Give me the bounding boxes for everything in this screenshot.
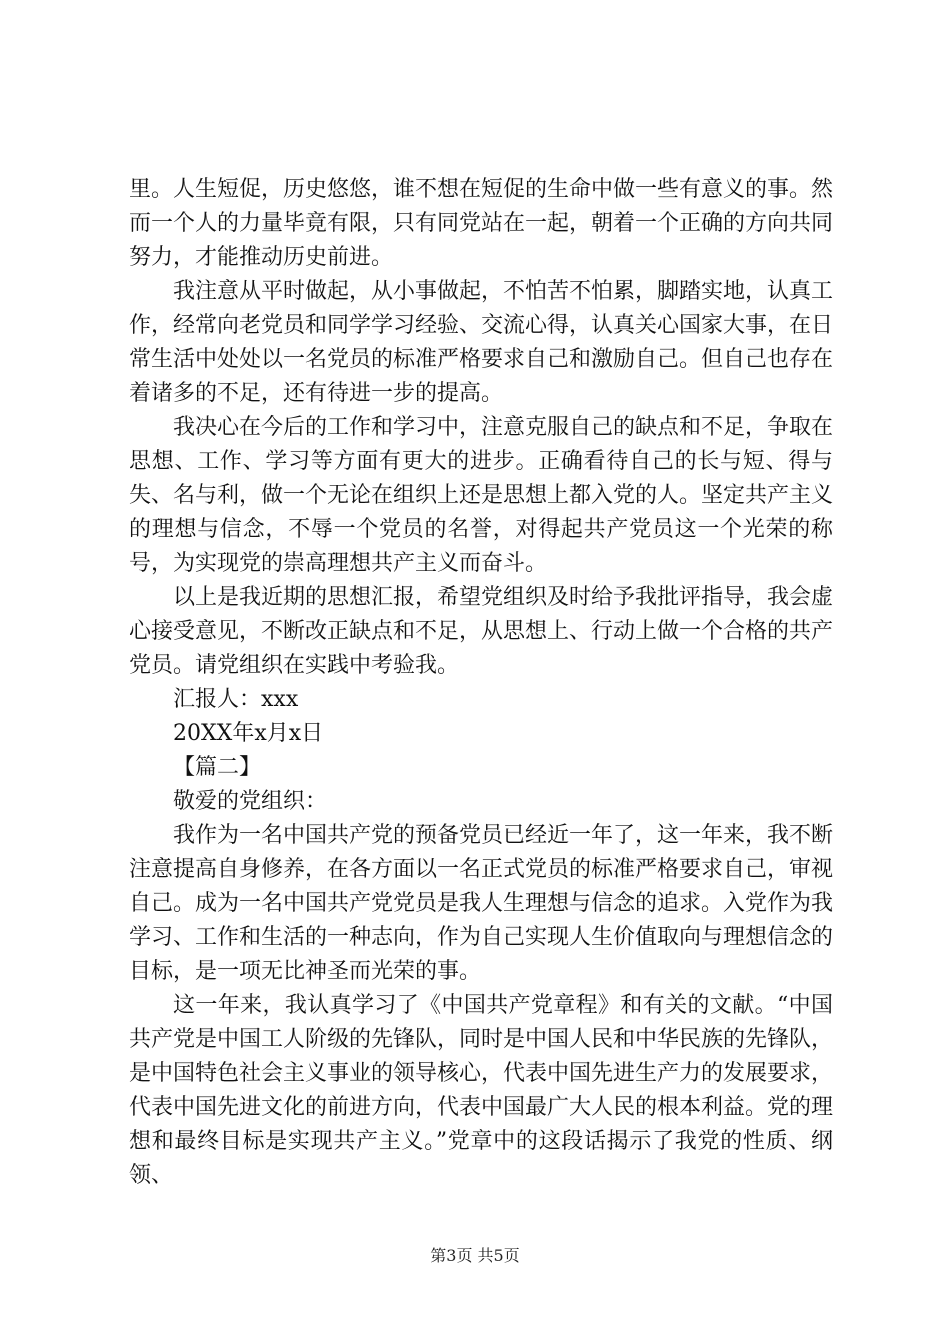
paragraph-daily-practice: 我注意从平时做起，从小事做起，不怕苦不怕累，脚踏实地，认真工作，经常向老党员和同学学习经验、交流心得，认真关心国家大事，在日常生活中处处以一名党员的标准严格要求自己和激励自己。但自己也存在着诸多的不足，还有待进一步的提高。 xyxy=(129,279,834,406)
paragraph-conclusion: 以上是我近期的思想汇报，希望党组织及时给予我批评指导，我会虚心接受意见，不断改正缺点和不足，从思想上、行动上做一个合格的共产党员。请党组织在实践中考验我。 xyxy=(129,585,834,678)
salutation: 敬爱的党组织： xyxy=(173,789,328,814)
report-date: 20XX年x月x日 xyxy=(173,721,324,746)
paragraph-probationary-member: 我作为一名中国共产党的预备党员已经近一年了，这一年来，我不断注意提高自身修养，在各方面以一名正式党员的标准严格要求自己，审视自己。成为一名中国共产党党员是我人生理想与信念的追求。入党作为我学习、工作和生活的一种志向，作为自己实现人生价值取向与理想信念的目标，是一项无比神圣而光荣的事。 xyxy=(129,823,834,984)
reporter-signature: 汇报人：xxx xyxy=(173,687,299,712)
section-heading: 【篇二】 xyxy=(173,755,262,780)
page-number-footer: 第3页 共5页 xyxy=(430,1246,520,1265)
paragraph-party-constitution: 这一年来，我认真学习了《中国共产党章程》和有关的文献。“中国共产党是中国工人阶级的先锋队，同时是中国人民和中华民族的先锋队，是中国特色社会主义事业的领导核心，代表中国先进生产力的发展要求，代表中国先进文化的前进方向，代表中国最广大人民的根本利益。党的理想和最终目标是实现共产主义。”党章中的这段话揭示了我党的性质、纲领、 xyxy=(129,993,834,1188)
document-body xyxy=(129,173,833,1193)
paragraph-continuation: 里。人生短促，历史悠悠，谁不想在短促的生命中做一些有意义的事。然而一个人的力量毕竟有限，只有同党站在一起，朝着一个正确的方向共同努力，才能推动历史前进。 xyxy=(129,177,834,270)
paragraph-resolution: 我决心在今后的工作和学习中，注意克服自己的缺点和不足，争取在思想、工作、学习等方面有更大的进步。正确看待自己的长与短、得与失、名与利，做一个无论在组织上还是思想上都入党的人。坚定共产主义的理想与信念，不辱一个党员的名誉，对得起共产党员这一个光荣的称号，为实现党的崇高理想共产主义而奋斗。 xyxy=(129,415,834,576)
